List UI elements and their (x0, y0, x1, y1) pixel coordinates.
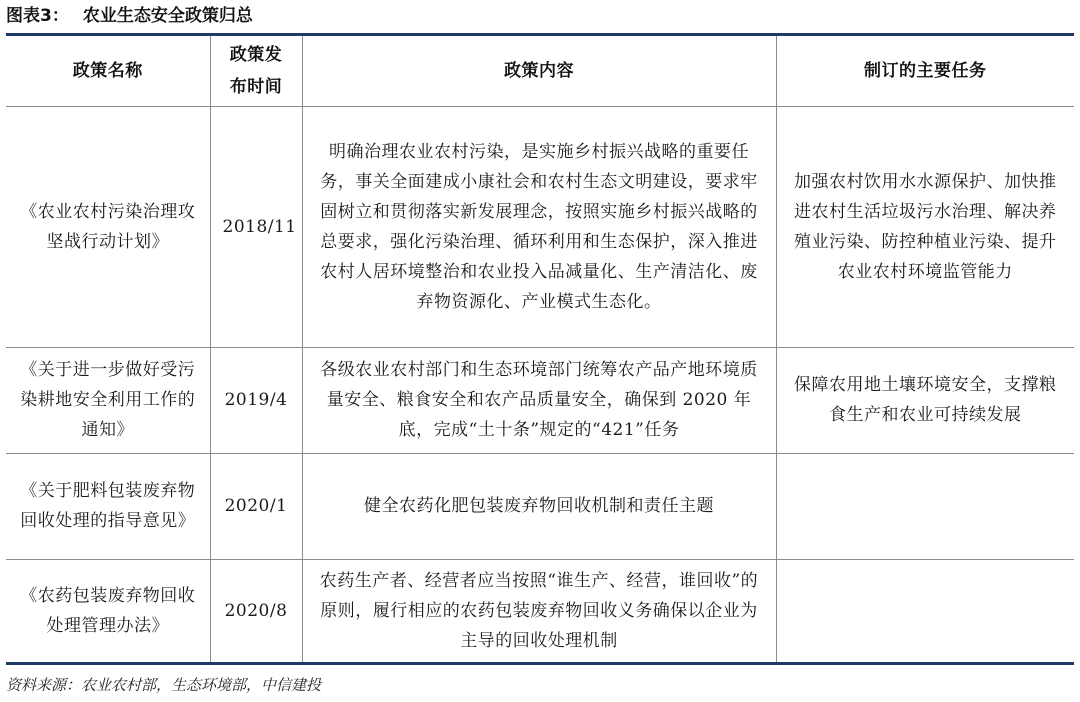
figure-label: 图表3： (6, 6, 69, 26)
source-note: 资料来源：农业农村部，生态环境部，中信建投 (6, 676, 322, 694)
policy-content-cell: 明确治理农业农村污染，是实施乡村振兴战略的重要任务，事关全面建成小康社会和农村生态文明建设，要求牢固树立和贯彻落实新发展理念，按照实施乡村振兴战略的总要求，强化污染治理、循环利用和生态保护，深入推进农村人居环境整治和农业投入品减量化、生产清洁化、废弃物资源化、产业模式生态化。 (302, 106, 776, 347)
release-date-cell: 2020/8 (210, 559, 302, 662)
policy-name-cell: 《关于肥料包装废弃物回收处理的指导意见》 (6, 453, 210, 559)
policy-table (6, 36, 1074, 662)
policy-content-cell: 健全农药化肥包装废弃物回收机制和责任主题 (302, 453, 776, 559)
table-row (6, 106, 1074, 347)
header-release-date: 政策发布时间 (210, 36, 302, 106)
policy-content-cell: 农药生产者、经营者应当按照“谁生产、经营，谁回收”的原则，履行相应的农药包装废弃物回收义务确保以企业为主导的回收处理机制 (302, 559, 776, 662)
policy-content-cell: 各级农业农村部门和生态环境部门统筹农产品产地环境质量安全、粮食安全和农产品质量安全，确保到 2020 年底，完成“土十条”规定的“421”任务 (302, 347, 776, 453)
release-date-cell: 2019/4 (210, 347, 302, 453)
figure-title-text: 农业生态安全政策归总 (82, 6, 253, 26)
header-main-tasks: 制订的主要任务 (776, 36, 1074, 106)
main-tasks-cell: 保障农用地土壤环境安全，支撑粮食生产和农业可持续发展 (776, 347, 1074, 453)
figure-title (6, 2, 253, 30)
header-policy-content: 政策内容 (302, 36, 776, 106)
policy-name-cell: 《关于进一步做好受污染耕地安全利用工作的通知》 (6, 347, 210, 453)
release-date-cell: 2018/11 (210, 106, 302, 347)
main-tasks-cell: 加强农村饮用水水源保护、加快推进农村生活垃圾污水治理、解决养殖业污染、防控种植业污染、提升农业农村环境监管能力 (776, 106, 1074, 347)
release-date-cell: 2020/1 (210, 453, 302, 559)
header-policy-name: 政策名称 (6, 36, 210, 106)
main-tasks-cell (776, 453, 1074, 559)
main-tasks-cell (776, 559, 1074, 662)
policy-name-cell: 《农业农村污染治理攻坚战行动计划》 (6, 106, 210, 347)
policy-name-cell: 《农药包装废弃物回收处理管理办法》 (6, 559, 210, 662)
table-row (6, 453, 1074, 559)
table-row (6, 559, 1074, 662)
table-header-row (6, 36, 1074, 106)
table-bottom-rule (6, 662, 1074, 665)
table-row (6, 347, 1074, 453)
